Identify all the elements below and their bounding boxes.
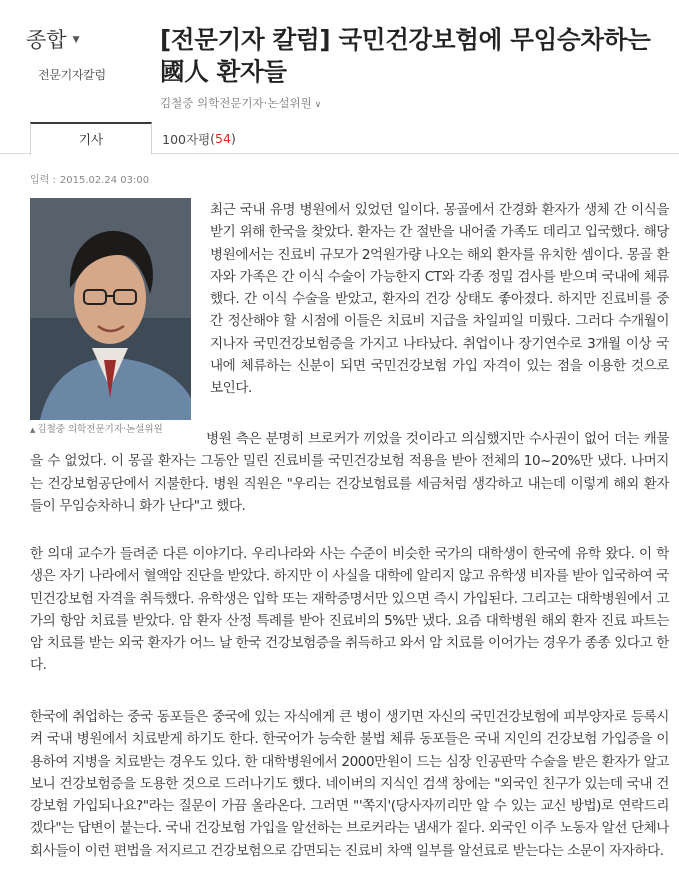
byline-dropdown[interactable] [160, 95, 321, 111]
article-paragraph-4: 한국에 취업하는 중국 동포들은 중국에 있는 자식에게 큰 병이 생기면 자신의 국민건강보험에 피부양자로 등록시켜 국내 병원에서 치료받게 하기도 한다. 한국어가 능숙한 불법 체류 동포들은 국내 지인의 건강보험 가입증을 이용하여 지병을 치료받는 경우도 있다. 한 대학병원에서 2000만원이 드는 심장 인공판막 수술을 받은 환자가 알고 보니 건강보험증을 도용한 것으로 드러나기도 했다. 네이버의 지식인 검색 창에는 "외국인 친구가 있는데 국내 건강보험 가입되나요?"라는 질문이 가끔 올라온다. 그러면 "'쪽지'(당사자끼리만 알 수 있는 교신 방법)로 연락드리겠다"는 답변이 붙는다. 국내 건강보험 가입을 알선하는 브로커라는 냄새가 짙다. 외국인 이주 노동자 알선 단체나 회사들이 이런 편법을 저지르고 건강보험으로 감면되는 진료비 차액 일부를 알선료로 받는다는 소문이 자자하다. [30, 709, 669, 859]
triangle-up-icon: ▲ [30, 426, 36, 434]
section-block [26, 24, 136, 83]
section-menu[interactable] [26, 24, 136, 54]
date-value: 2015.02.24 03:00 [59, 175, 150, 186]
article-paragraph-2-text: 병원 측은 분명히 브로커가 끼었을 것이라고 의심했지만 수사권이 없어 더는 캐물을 수 없었다. 이 몽골 환자는 그동안 밀린 진료비를 국민건강보험 적용을 받아 전체의 10~20%만 냈다. 나머지는 건강보험공단에서 지불한다. 병원 직원은 "우리는 건강보험료를 세금처럼 생각하고 내는데 이렇게 해외 환자들이 무임승차하니 화가 난다"고 했다. [30, 431, 669, 514]
headline-line-1: [전문기자 칼럼] 국민건강보험에 무임승차하는 [160, 25, 651, 54]
author-photo[interactable] [30, 198, 191, 420]
article-headline [160, 24, 679, 88]
date-label: 입력 : [30, 175, 56, 186]
article-paragraph-3: 한 의대 교수가 들려준 다른 이야기다. 우리나라와 사는 수준이 비슷한 국가의 대학생이 한국에 유학 왔다. 이 학생은 자기 나라에서 혈액암 진단을 받았다. 하지만 이 사실을 대학에 알리지 않고 유학생 비자를 받아 입국하여 국민건강보험 자격을 취득했다. 유학생은 입학 또는 재학증명서만 있으면 즉시 가입된다. 그리고는 대학병원에서 고가의 항암 치료를 받았다. 암 환자 산정 특례를 받아 진료비의 5%만 냈다. 요즘 대학병원 해외 환자 진료 파트는 암 치료를 받는 외국 환자가 어느 날 한국 건강보험증을 취득하고 와서 암 치료를 이어가는 경우가 종종 있다고 한다. [30, 546, 669, 674]
tab-comments[interactable] [154, 122, 244, 155]
tab-article[interactable] [30, 122, 152, 155]
author-photo-illustration [30, 198, 191, 420]
photo-caption-text: 김철중 의학전문기자·논설위원 [37, 424, 163, 435]
tab-article-label: 기사 [78, 132, 104, 147]
headline-line-2: 國人 환자들 [160, 57, 287, 86]
article-tabs [0, 122, 679, 154]
tab-comments-label: 100자평 [162, 131, 211, 147]
chevron-down-icon: ∨ [314, 100, 322, 110]
article-paragraph-2 [30, 428, 669, 517]
comments-close-paren: ) [230, 131, 236, 146]
section-title: 종합 [26, 28, 67, 52]
caret-down-icon: ▼ [72, 35, 80, 45]
comments-open-paren: ( [210, 131, 216, 146]
comments-count: 54 [215, 131, 231, 146]
byline-text: 김철중 의학전문기자·논설위원 [160, 96, 312, 110]
article-paragraph-1: 최근 국내 유명 병원에서 있었던 일이다. 몽골에서 간경화 환자가 생체 간 이식을 받기 위해 한국을 찾았다. 환자는 간 절반을 내어줄 가족도 데리고 입국했다. 해당 병원에서는 진료비 규모가 2억원가량 나오는 해외 환자를 유치한 셈이다. 몽골 환자와 가족은 간 이식 수술이 가능한지 CT와 각종 정밀 검사를 받으며 국내에 체류했다. 간 이식 수술을 받았고, 환자의 건강 상태도 좋아졌다. 하지만 진료비를 중간 정산해야 할 시점에 이들은 치료비 지급을 차일피일 미뤘다. 그러다 수개월이 지나자 국민건강보험증을 가지고 나타났다. 취업이나 장기연수로 3개월 이상 국내에 체류하는 신분이 되면 국민건강보험 가입 자격이 있는 점을 이용한 것으로 보인다. [210, 202, 669, 397]
section-subtitle[interactable]: 전문기자칼럼 [38, 68, 106, 82]
article-header [0, 0, 679, 122]
publish-date [30, 171, 153, 186]
